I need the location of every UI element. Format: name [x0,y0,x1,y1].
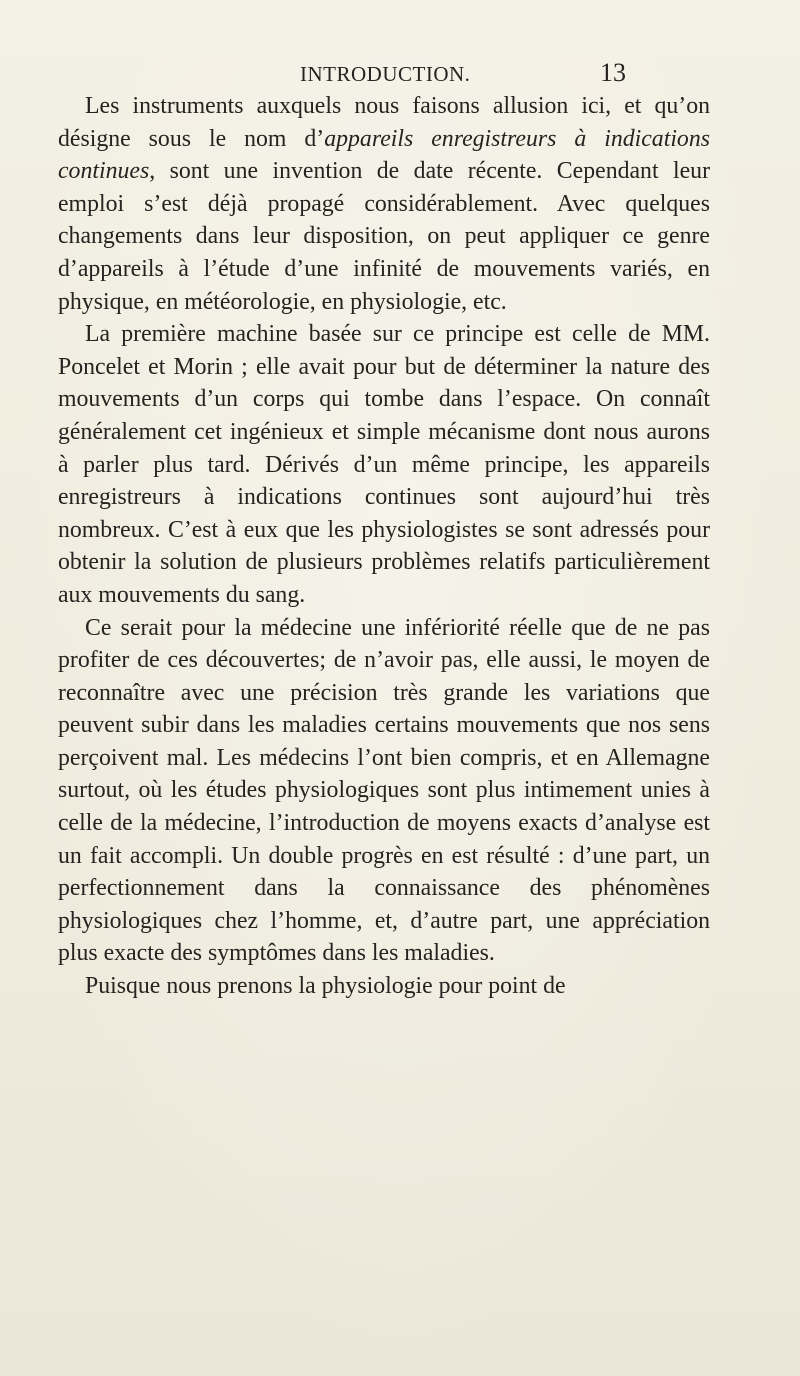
paragraph-2: La première machine basée sur ce principe est celle de MM. Poncelet et Morin ; elle avait pour but de déterminer la nature des mouvements d’un corps qui tombe dans l’espace. On connaît généralement cet ingénieux et simple mécanisme dont nous aurons à parler plus tard. Dérivés d’un même principe, les appareils enregistreurs à indications continues sont aujourd’hui très nombreux. C’est à eux que les physiologistes se sont adressés pour obtenir la solution de plusieurs problèmes relatifs particulièrement aux mouvements du sang. [58,321,710,608]
paragraph-4: Puisque nous prenons la physiologie pour point de [85,973,566,1000]
paragraph-1-before: Les instruments auxquels nous faisons allusion ici, et qu’on désigne sous le nom d’ [58,93,710,152]
page-header [0,58,800,92]
page-number: 13 [600,58,626,87]
body-text [58,90,710,1003]
paragraph-1 [58,90,710,318]
paragraph-1-after: , sont une invention de date récente. Cependant leur emploi s’est déjà propagé considérablement. Avec quelques changements dans leur disposition, on peut appliquer ce genre d’appareils à l’étude d’une infinité de mouvements variés, en physique, en météorologie, en physiologie, etc. [58,158,710,315]
paragraph-3: Ce serait pour la médecine une infériorité réelle que de ne pas profiter de ces découvertes; de n’avoir pas, elle aussi, le moyen de reconnaître avec une précision très grande les variations que peuvent subir dans les maladies certains mouvements que nos sens perçoivent mal. Les médecins l’ont bien compris, et en Allemagne surtout, où les études physiologiques sont plus intimement unies à celle de la médecine, l’introduction de moyens exacts d’analyse est un fait accompli. Un double progrès en est résulté : d’une part, un perfectionnement dans la connaissance des phénomènes physiologiques chez l’homme, et, d’autre part, une appréciation plus exacte des symptômes dans les maladies. [58,614,710,967]
running-head: INTRODUCTION. [300,62,471,86]
paragraph-1-italic: appareils enregistreurs à indications continues [58,125,710,185]
